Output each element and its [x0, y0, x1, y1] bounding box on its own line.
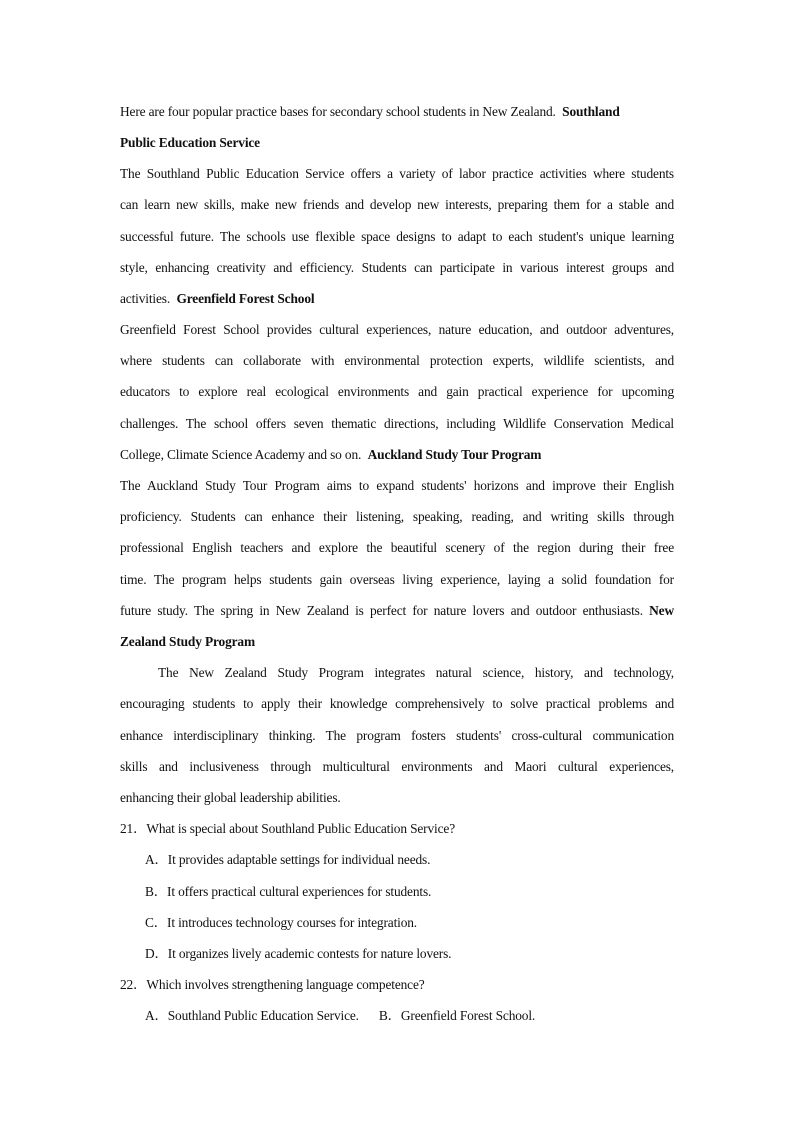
intro-text: Here are four popular practice bases for secondary school students in New Zealand.	[120, 104, 556, 119]
southland-line: The Southland Public Education Service offers a variety of labor practice activities where students	[120, 166, 674, 181]
auckland-line: time. The program helps students gain overseas living experience, laying a solid foundation for	[120, 572, 674, 587]
heading-newzealand-part2: Zealand Study Program	[120, 634, 255, 649]
greenfield-line: challenges. The school offers seven thematic directions, including Wildlife Conservation Medical	[120, 416, 674, 431]
heading-newzealand-part1: New	[649, 603, 674, 618]
southland-last-text: activities.	[120, 291, 171, 306]
question-22-stem: 22．Which involves strengthening language competence?	[120, 977, 425, 992]
newzealand-line: skills and inclusiveness through multicultural environments and Maori cultural experiences,	[120, 759, 674, 774]
intro-line	[120, 102, 674, 122]
auckland-line: The Auckland Study Tour Program aims to expand students' horizons and improve their English	[120, 478, 674, 493]
auckland-line: proficiency. Students can enhance their listening, speaking, reading, and writing skills through	[120, 509, 674, 524]
southland-line: can learn new skills, make new friends and develop new interests, preparing them for a stable and	[120, 197, 674, 212]
greenfield-line: educators to explore real ecological environments and gain practical experience for upcoming	[120, 384, 674, 399]
greenfield-line: where students can collaborate with environmental protection experts, wildlife scientists, and	[120, 353, 674, 368]
question-22-options-row	[145, 1006, 665, 1026]
question-22-option-a: A．Southland Public Education Service.	[145, 1008, 359, 1023]
newzealand-line: enhance interdisciplinary thinking. The program fosters students' cross-cultural communication	[120, 728, 674, 743]
newzealand-line: The New Zealand Study Program integrates natural science, history, and technology,	[158, 665, 674, 680]
newzealand-line: encouraging students to apply their knowledge comprehensively to solve practical problems and	[120, 696, 674, 711]
southland-line: successful future. The schools use flexible space designs to adapt to each student's unique learning	[120, 229, 674, 244]
auckland-last-line	[120, 601, 674, 621]
heading-southland-part2: Public Education Service	[120, 135, 260, 150]
heading-southland-part1: Southland	[562, 104, 620, 119]
greenfield-line: Greenfield Forest School provides cultural experiences, nature education, and outdoor adventures,	[120, 322, 674, 337]
southland-line: style, enhancing creativity and efficiency. Students can participate in various interest groups and	[120, 260, 674, 275]
question-21-option-b: B．It offers practical cultural experiences for students.	[145, 884, 432, 899]
greenfield-last-text: College, Climate Science Academy and so on.	[120, 447, 362, 462]
question-21-option-d: D．It organizes lively academic contests for nature lovers.	[145, 946, 452, 961]
heading-auckland: Auckland Study Tour Program	[367, 447, 542, 462]
auckland-line: professional English teachers and explore the beautiful scenery of the region during their free	[120, 540, 674, 555]
greenfield-last-line	[120, 445, 674, 465]
heading-greenfield: Greenfield Forest School	[176, 291, 315, 306]
question-21-stem: 21．What is special about Southland Public Education Service?	[120, 821, 455, 836]
southland-last-line	[120, 289, 674, 309]
question-22-option-b: B．Greenfield Forest School.	[378, 1008, 536, 1023]
question-21-option-c: C．It introduces technology courses for integration.	[145, 915, 417, 930]
auckland-last-text: future study. The spring in New Zealand is perfect for nature lovers and outdoor enthusiasts.	[120, 603, 643, 618]
newzealand-line: enhancing their global leadership abilities.	[120, 790, 341, 805]
question-21-option-a: A．It provides adaptable settings for individual needs.	[145, 852, 431, 867]
